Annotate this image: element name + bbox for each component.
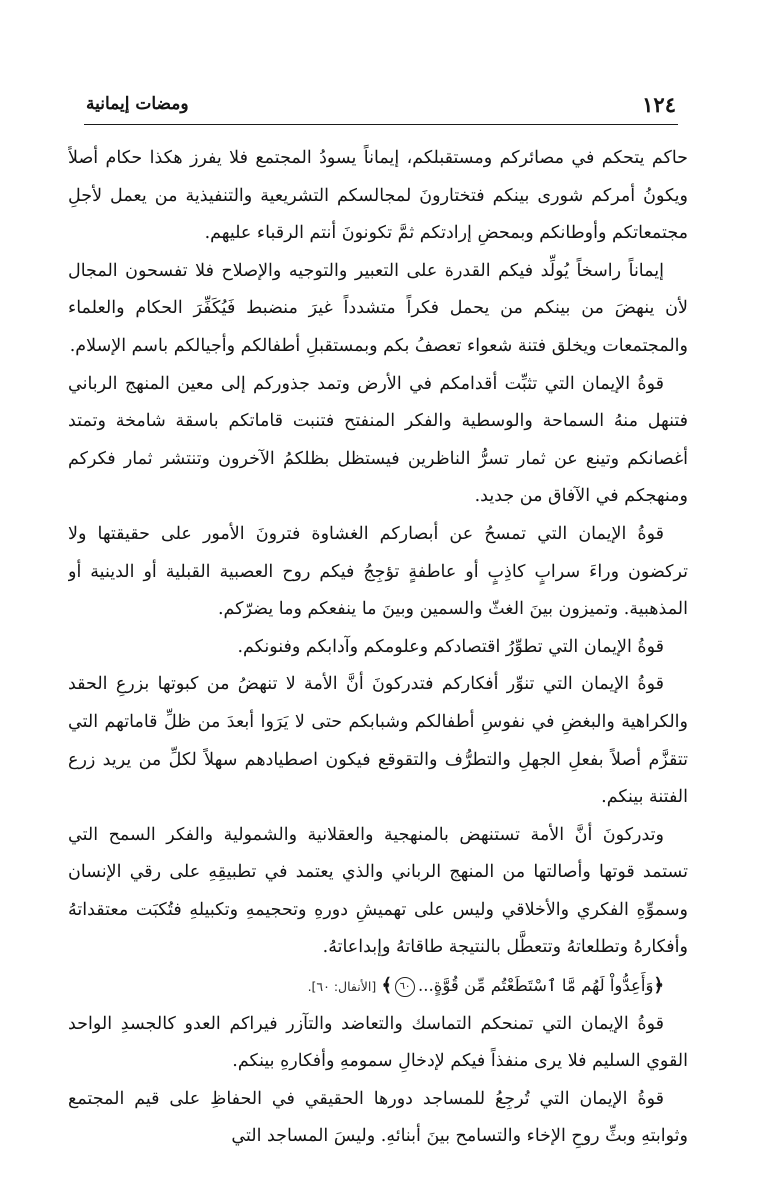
header-divider — [84, 124, 678, 125]
quran-verse — [68, 967, 688, 1006]
verse-open-bracket: ﴿ — [653, 975, 664, 997]
page-header — [86, 88, 676, 122]
verse-reference: [الأنفال: ٦٠]. — [307, 979, 377, 995]
paragraph-4: قوةُ الإيمان التي تمسحُ عن أبصاركم الغشاوة فترونَ الأمور على حقيقتها ولا تركضون وراءَ سرابٍ كاذِبٍ أو عاطفةٍ تؤجِجُ فيكم روح العصبية القبلية أو الدينية أو المذهبية. وتميزون بينَ الغثّ والسمين وبينَ ما ينفعكم وما يضرّكم. — [68, 523, 688, 620]
paragraph-2: إيماناً راسخاً يُولِّد فيكم القدرة على التعبير والتوجيه والإصلاح فلا تفسحون المجال لأن ينهضَ من بينكم من يحمل فكراً متشدداً غيرَ منضبط فَيُكَفِّرَ الحكام والعلماء والمجتمعات ويخلق فتنة شعواء تعصفُ بكم وبمستقبلِ أطفالكم وأجيالكم باسم الإسلام. — [68, 260, 688, 356]
paragraph-8: قوةُ الإيمان التي تمنحكم التماسك والتعاضد والتآزر فيراكم العدو كالجسدِ الواحد القوي السليم فلا يرى منفذاً فيكم لإدخالِ سمومهِ وأفكارهِ بينكم. — [68, 1013, 688, 1072]
paragraph-6: قوةُ الإيمان التي تنوِّر أفكاركم فتدركونَ أنَّ الأمة لا تنهضُ من كبوتها بزرعِ الحقد والكراهية والبغضِ في نفوسِ أطفالكم وشبابكم حتى لا يَرَوا أبعدَ من ظلِّ قاماتهم التي تتقزَّم أصلاً بفعلِ الجهلِ والتطرُّف والتقوقع فيكون اصطيادهم سهلاً لكلِّ من يريد زرع الفتنة بينكم. — [68, 674, 688, 808]
paragraph-7: وتدركونَ أنَّ الأمة تستنهض بالمنهجية والعقلانية والشمولية والفكر السمح التي تستمد قوتها وأصالتها من المنهج الرباني والذي يعتمد في تطبيقِهِ على رقي الإنسان وسموِّهِ الفكري والأخلاقي وليس على تهميشِ دورهِ وتحجيمهِ وتكبيلهِ فتُكبَت معتقداتهُ وأفكارهُ وتطلعاتهُ وتتعطَّل بالنتيجة طاقاتهُ وإبداعاتهُ. — [68, 824, 688, 958]
paragraph-3: قوةُ الإيمان التي تثبِّت أقدامكم في الأرض وتمد جذوركم إلى معين المنهج الرباني فتنهل منهُ السماحة والوسطية والفكر المنفتح فتنبت قاماتكم باسقة شامخة وتمتد أغصانكم وتينع عن ثمار تسرُّ الناظرين فيستظل بظلكمُ الآخرون وتنتشر ثمار فكركم ومنهجكم في الآفاق من جديد. — [68, 373, 688, 507]
verse-close-bracket: ﴾ — [381, 975, 393, 997]
paragraph-5: قوةُ الإيمان التي تطوِّرُ اقتصادكم وعلومكم وآدابكم وفنونكم. — [237, 636, 664, 657]
ayah-number-marker: ٦٠ — [395, 977, 415, 997]
running-title: ومضات إيمانية — [86, 94, 189, 114]
paragraph-1: حاكم يتحكم في مصائركم ومستقبلكم، إيماناً يسودُ المجتمع فلا يفرز هكذا حكام أصلاً ويكونُ أمركم شورى بينكم فتختارونَ لمجالسكم التشريعية والتنفيذية من يعمل لأجلِ مجتمعاتكم وأوطانكم وبمحضِ إرادتكم ثمَّ تكونونَ أنتم الرقباء عليهم. — [68, 148, 688, 244]
verse-text: وَأَعِدُّواْ لَهُم مَّا ٱسْتَطَعْتُم مِّن قُوَّةٍ... — [418, 976, 654, 996]
paragraph-9: قوةُ الإيمان التي تُرجِعُ للمساجد دورها الحقيقي في الحفاظِ على قيم المجتمع وثوابتهِ وبثِّ روحِ الإخاء والتسامح بينَ أبنائهِ. وليسَ المساجد التي — [68, 1088, 688, 1147]
page-number: ١٢٤ — [642, 92, 676, 117]
body-text — [68, 140, 688, 1170]
